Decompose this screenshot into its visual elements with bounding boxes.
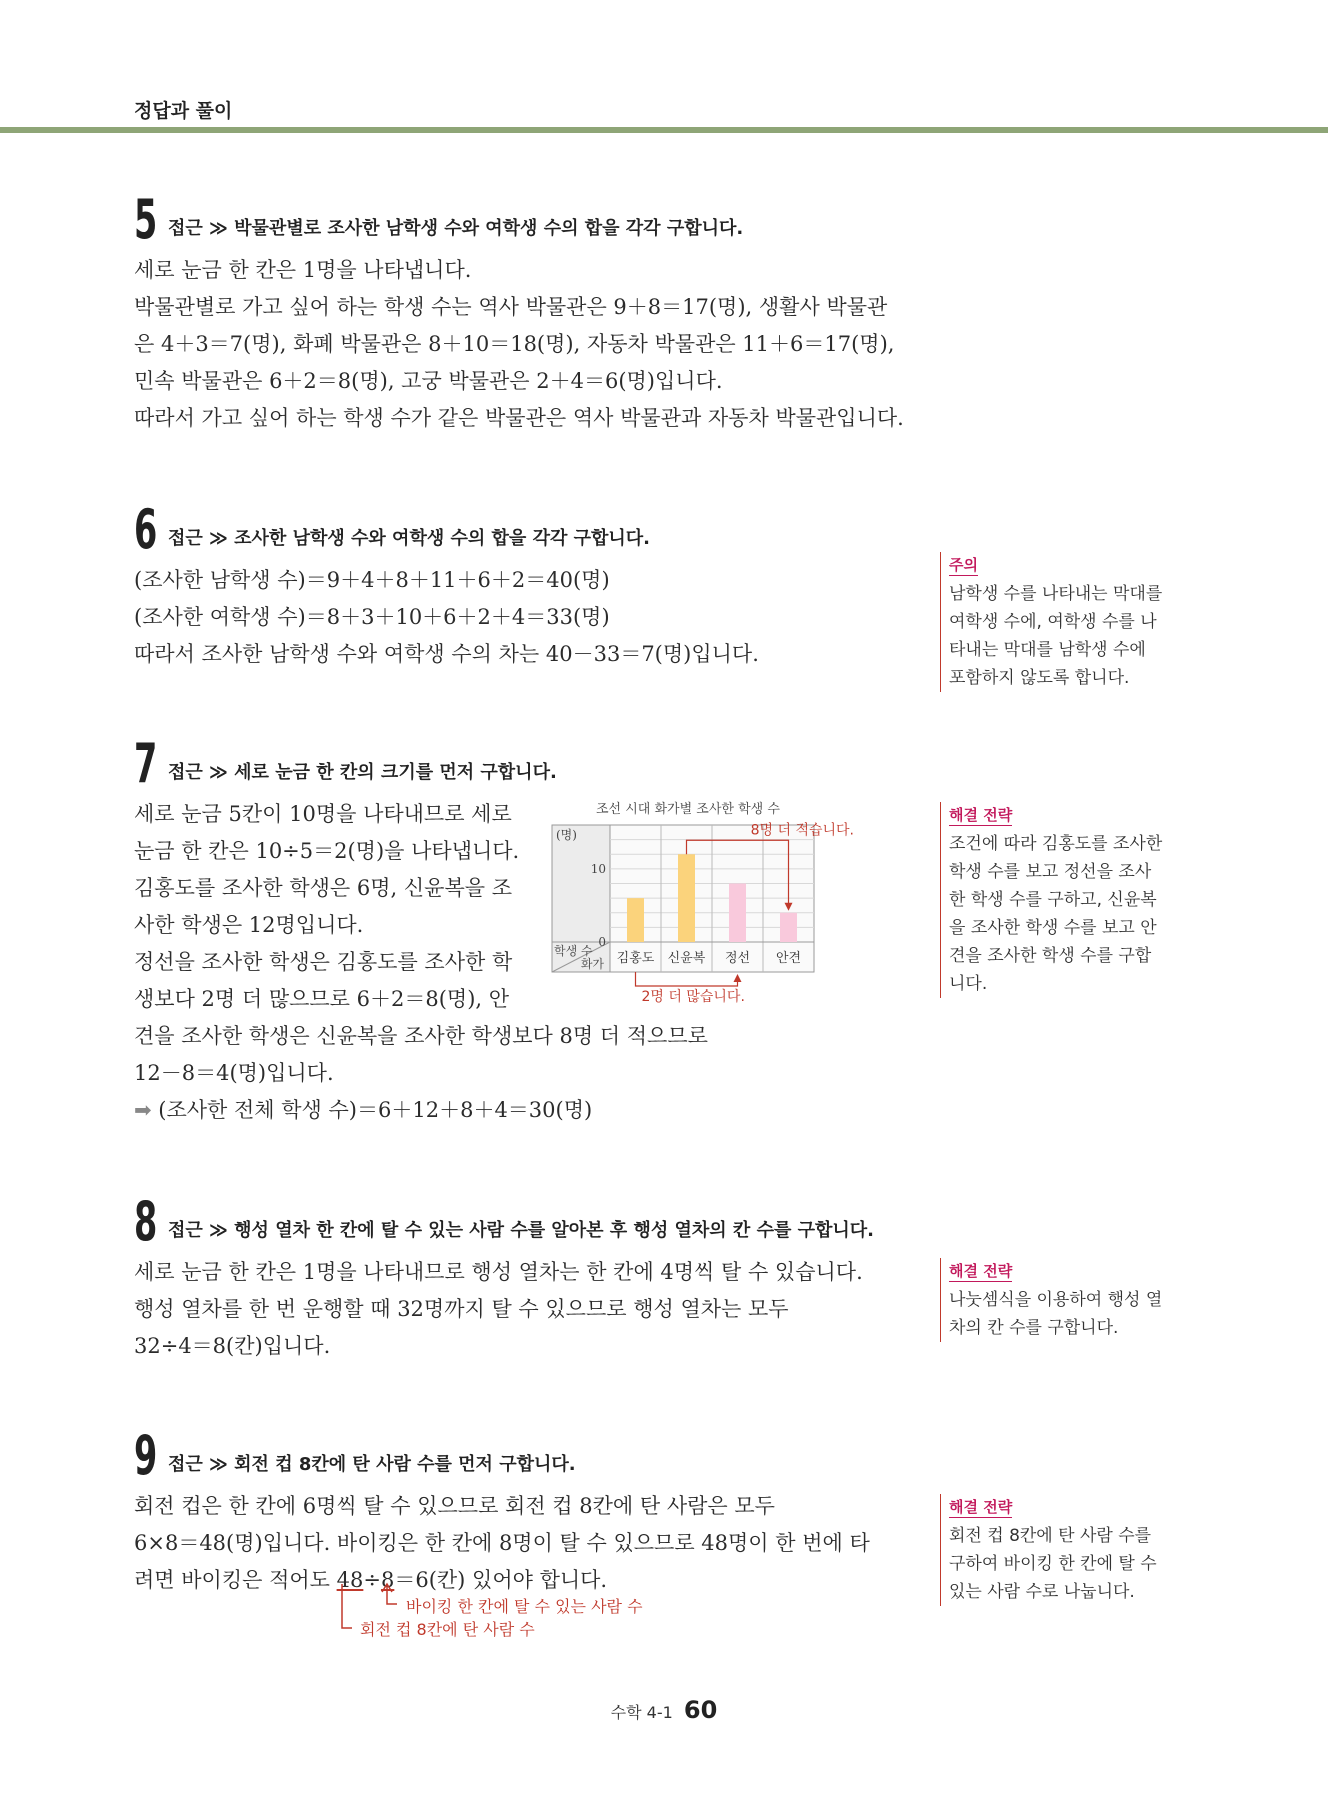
problem-8 <box>134 1192 934 1365</box>
solution-line: 회전 컵은 한 칸에 6명씩 탈 수 있으므로 회전 컵 8칸에 탄 사람은 모두 <box>134 1494 775 1518</box>
sidenote-line: 학생 수를 보고 정선을 조사 <box>949 862 1152 882</box>
x-tick-label: 정선 <box>724 951 751 966</box>
sidenote-line: 구하여 바이킹 한 칸에 탈 수 <box>949 1554 1157 1574</box>
sidenote-label: 해결 전략 <box>949 1498 1013 1516</box>
sidenote-line: 있는 사람 수로 나눕니다. <box>949 1582 1135 1602</box>
problem-number: 5 <box>134 188 158 251</box>
x-tick-label: 안견 <box>775 951 802 966</box>
solution-text: 려면 바이킹은 적어도 <box>134 1568 337 1592</box>
solution-line: (조사한 남학생 수)＝9＋4＋8＋11＋6＋2＝40(명) <box>134 568 610 592</box>
solution-line: 따라서 조사한 남학생 수와 여학생 수의 차는 40－33＝7(명)입니다. <box>134 642 759 666</box>
right-arrow-icon: ➡ <box>134 1098 152 1122</box>
x-tick-label: 신윤복 <box>667 951 706 966</box>
sidenote-line: 여학생 수에, 여학생 수를 나 <box>949 612 1157 632</box>
sidenote-line: 나눗셈식을 이용하여 행성 열 <box>949 1290 1163 1310</box>
solution-line: 눈금 한 칸은 10÷5＝2(명)을 나타냅니다. <box>134 839 520 863</box>
divisor-value: 8 <box>380 1568 395 1592</box>
solution-line: 12－8＝4(명)입니다. <box>134 1061 334 1085</box>
sidenote-strategy <box>940 802 1180 998</box>
solution-line: 정선을 조사한 학생은 김홍도를 조사한 학 <box>134 950 513 974</box>
y-unit-label: (명) <box>556 828 577 842</box>
sidenote-line: 니다. <box>949 974 988 994</box>
division-sign: ÷ <box>363 1568 381 1592</box>
solution-line: 세로 눈금 5칸이 10명을 나타내므로 세로 <box>134 802 512 826</box>
header-divider <box>0 127 1328 133</box>
problem-approach: 접근 ≫ 행성 열차 한 칸에 탈 수 있는 사람 수를 알아본 후 행성 열차의 칸 수를 구합니다. <box>168 1220 875 1241</box>
bar <box>780 913 797 942</box>
solution-line: (조사한 여학생 수)＝8＋3＋10＋6＋2＋4＝33(명) <box>134 605 610 629</box>
solution-line: 따라서 가고 싶어 하는 학생 수가 같은 박물관은 역사 박물관과 자동차 박물관입니다. <box>134 406 904 430</box>
y-axis-title: 학생 수 <box>554 944 593 958</box>
bar-chart <box>548 795 908 1015</box>
sidenote-line: 포함하지 않도록 합니다. <box>949 668 1130 688</box>
sidenote-line: 차의 칸 수를 구합니다. <box>949 1318 1119 1338</box>
problem-number: 7 <box>134 732 158 795</box>
solution-line: 견을 조사한 학생은 신윤복을 조사한 학생보다 8명 더 적으므로 <box>134 1024 708 1048</box>
solution-line: 세로 눈금 한 칸은 1명을 나타내므로 행성 열차는 한 칸에 4명씩 탈 수 있습니다. <box>134 1260 863 1284</box>
bar <box>729 884 746 943</box>
sidenote-label: 해결 전략 <box>949 806 1013 824</box>
problem-number: 6 <box>134 498 158 561</box>
dividend-value: 48 <box>336 1568 364 1592</box>
annotation-label: 2명 더 많습니다. <box>641 989 745 1005</box>
sidenote-caution <box>940 552 1180 692</box>
conclusion-line <box>134 1092 934 1129</box>
solution-line: 6×8＝48(명)입니다. 바이킹은 한 칸에 8명이 탈 수 있으므로 48명이 한 번에 타 <box>134 1531 870 1555</box>
solution-line: 사한 학생은 12명입니다. <box>134 913 364 937</box>
sidenote-line: 을 조사한 학생 수를 보고 안 <box>949 918 1157 938</box>
problem-number: 9 <box>134 1424 158 1487</box>
problem-6 <box>134 500 934 673</box>
problem-approach: 접근 ≫ 회전 컵 8칸에 탄 사람 수를 먼저 구합니다. <box>168 1454 576 1475</box>
page-footer <box>0 1696 1328 1724</box>
solution-line: 은 4＋3＝7(명), 화폐 박물관은 8＋10＝18(명), 자동차 박물관은 11＋6＝17(명), <box>134 332 895 356</box>
solution-line: 행성 열차를 한 번 운행할 때 32명까지 탈 수 있으므로 행성 열차는 모두 <box>134 1297 789 1321</box>
x-axis-title: 화가 <box>580 957 604 971</box>
chart-svg <box>548 795 908 1015</box>
dividend-bracket <box>342 1584 352 1628</box>
page-number: 60 <box>683 1696 718 1724</box>
bar <box>627 898 644 942</box>
solution-line: 박물관별로 가고 싶어 하는 학생 수는 역사 박물관은 9＋8＝17(명), 생활사 박물관 <box>134 295 888 319</box>
solution-text: ＝6(칸) 있어야 합니다. <box>394 1568 608 1592</box>
solution-line: 세로 눈금 한 칸은 1명을 나타냅니다. <box>134 258 472 282</box>
book-title: 수학 4-1 <box>610 1703 673 1722</box>
solution-line: 생보다 2명 더 많으므로 6＋2＝8(명), 안 <box>134 987 510 1011</box>
solution-line: 32÷4＝8(칸)입니다. <box>134 1334 331 1358</box>
solution-line: 김홍도를 조사한 학생은 6명, 신윤복을 조 <box>134 876 512 900</box>
y-tick-label: 10 <box>590 861 606 876</box>
sidenote-strategy <box>940 1494 1180 1606</box>
sidenote-label: 주의 <box>949 556 978 574</box>
sidenote-line: 조건에 따라 김홍도를 조사한 <box>949 834 1163 854</box>
up-arrow-icon <box>734 974 742 982</box>
y-tick-label: 0 <box>598 935 606 949</box>
sidenote-line: 한 학생 수를 구하고, 신윤복 <box>949 890 1157 910</box>
divisor-annotation: 바이킹 한 칸에 탈 수 있는 사람 수 <box>406 1597 643 1616</box>
problem-5 <box>134 190 934 437</box>
sidenote-label: 해결 전략 <box>949 1262 1013 1280</box>
sidenote-line: 타내는 막대를 남학생 수에 <box>949 640 1146 660</box>
problem-approach: 접근 ≫ 조사한 남학생 수와 여학생 수의 합을 각각 구합니다. <box>168 528 651 549</box>
problem-approach: 접근 ≫ 박물관별로 조사한 남학생 수와 여학생 수의 합을 각각 구합니다. <box>168 218 744 239</box>
chart-title: 조선 시대 화가별 조사한 학생 수 <box>596 802 780 817</box>
sidenote-line: 회전 컵 8칸에 탄 사람 수를 <box>949 1526 1152 1546</box>
annotation-line <box>636 972 738 986</box>
annotation-label: 8명 더 적습니다. <box>750 822 854 839</box>
page-header-title: 정답과 풀이 <box>134 100 233 122</box>
sidenote-strategy <box>940 1258 1180 1342</box>
bar <box>678 854 695 942</box>
x-tick-label: 김홍도 <box>616 951 655 966</box>
problem-number: 8 <box>134 1190 158 1253</box>
solution-line: 민속 박물관은 6＋2＝8(명), 고궁 박물관은 2＋4＝6(명)입니다. <box>134 369 723 393</box>
problem-9 <box>134 1426 934 1599</box>
conclusion-text: (조사한 전체 학생 수)＝6＋12＋8＋4＝30(명) <box>158 1098 593 1122</box>
sidenote-line: 견을 조사한 학생 수를 구합 <box>949 946 1152 966</box>
dividend-annotation: 회전 컵 8칸에 탄 사람 수 <box>360 1620 535 1639</box>
problem-approach: 접근 ≫ 세로 눈금 한 칸의 크기를 먼저 구합니다. <box>168 762 557 783</box>
sidenote-line: 남학생 수를 나타내는 막대를 <box>949 584 1163 604</box>
